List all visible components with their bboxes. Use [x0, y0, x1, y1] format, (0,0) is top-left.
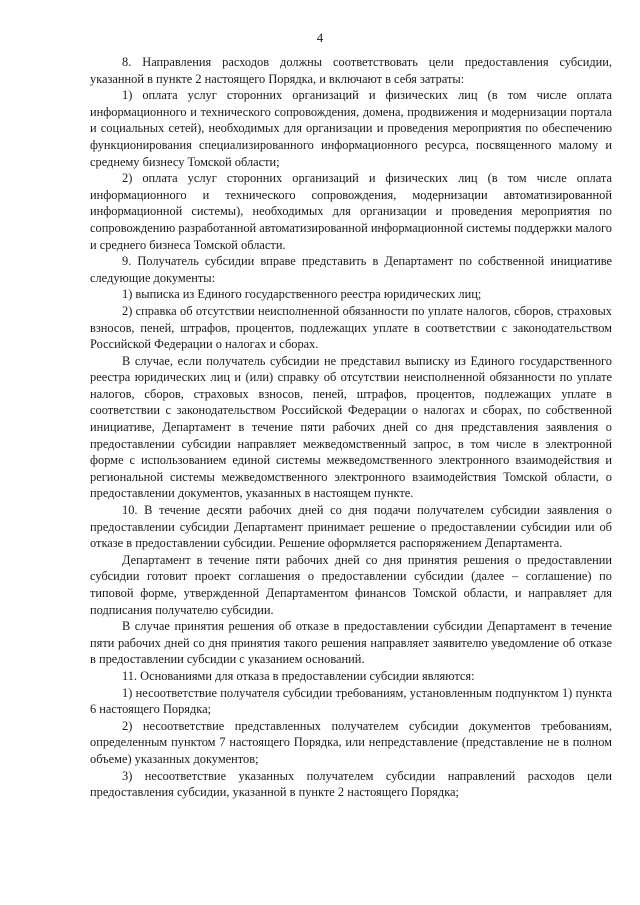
paragraph-8: 8. Направления расходов должны соответствовать цели предоставления субсидии, указанной в пункте 2 настоящего Порядка, и включают в себя затраты: [90, 55, 612, 86]
paragraph-11-item-2: 2) несоответствие представленных получателем субсидии документов требованиям, определенным пунктом 7 настоящего Порядка, или непредставление (представление не в полном объеме) указанных документов; [90, 718, 612, 766]
paragraph-8-item-1: 1) оплата услуг сторонних организаций и физических лиц (в том числе оплата информационного и технического сопровождения, домена, продвижения и модернизации портала и социальных сетей), необходимых для организации и проведения мероприятия по обеспечению функционирования специализированного информационного ресурса, посвященного малому и среднему бизнесу Томской области; [90, 88, 612, 169]
paragraph-9-item-2: 2) справка об отсутствии неисполненной обязанности по уплате налогов, сборов, страховых взносов, пеней, штрафов, процентов, подлежащих уплате в соответствии с законодательством Российской Федерации о налогах и сборах. [90, 303, 612, 352]
paragraph-9: 9. Получатель субсидии вправе представить в Департамент по собственной инициативе следующие документы: [90, 254, 612, 285]
paragraph-10-refusal: В случае принятия решения об отказе в предоставлении субсидии Департамент в течение пяти рабочих дней со дня принятия такого решения направляет заявителю уведомление об отказе в предоставлении субсидии с указанием оснований. [90, 619, 612, 667]
paragraph-11-item-1: 1) несоответствие получателя субсидии требованиям, установленным подпунктом 1) пункта 6 настоящего Порядка; [90, 685, 612, 717]
paragraph-9-item-1: 1) выписка из Единого государственного реестра юридических лиц; [122, 287, 482, 302]
paragraph-11: 11. Основаниями для отказа в предоставлении субсидии являются: [122, 668, 475, 683]
paragraph-10: 10. В течение десяти рабочих дней со дня подачи получателем субсидии заявления о предоставлении субсидии Департамент принимает решение о предоставлении субсидии или об отказе в предоставлении субсидии. Решение оформляется распоряжением Департамента. [90, 503, 612, 551]
paragraph-11-item-3: 3) несоответствие указанных получателем субсидии направлений расходов цели предоставления субсидии, указанной в пункте 2 настоящего Порядка; [90, 768, 612, 800]
page-number: 4 [316, 30, 324, 45]
paragraph-10-agreement: Департамент в течение пяти рабочих дней со дня принятия решения о предоставлении субсидии готовит проект соглашения о предоставлении субсидии (далее – соглашение) по типовой форме, утвержденной Департаментом финансов Томской области, и направляет для подписания получателю субсидии. [90, 552, 612, 617]
document-body [90, 54, 612, 801]
paragraph-9-case: В случае, если получатель субсидии не представил выписку из Единого государственного реестра юридических лиц и (или) справку об отсутствии неисполненной обязанности по уплате налогов, сборов, страховых взносов, пеней, штрафов, процентов, подлежащих уплате в соответствии с законодательством Российской Федерации о налогах и сборах, по собственной инициативе, Департамент в течение пяти рабочих дней со дня представления заявления о предоставлении субсидии направляет межведомственный запрос, в том числе в электронной форме с использованием единой системы межведомственного электронного взаимодействия и региональной системы межведомственного электронного взаимодействия Томской области, о предоставлении документов, указанных в настоящем пункте. [90, 353, 612, 501]
paragraph-8-item-2: 2) оплата услуг сторонних организаций и физических лиц (в том числе оплата информационного и технического сопровождения, модернизации автоматизированной информационной системы), необходимых для организации и проведения мероприятия по сопровождению разработанной автоматизированной информационной системы поддержки малого и среднего бизнеса Томской области. [90, 171, 612, 252]
